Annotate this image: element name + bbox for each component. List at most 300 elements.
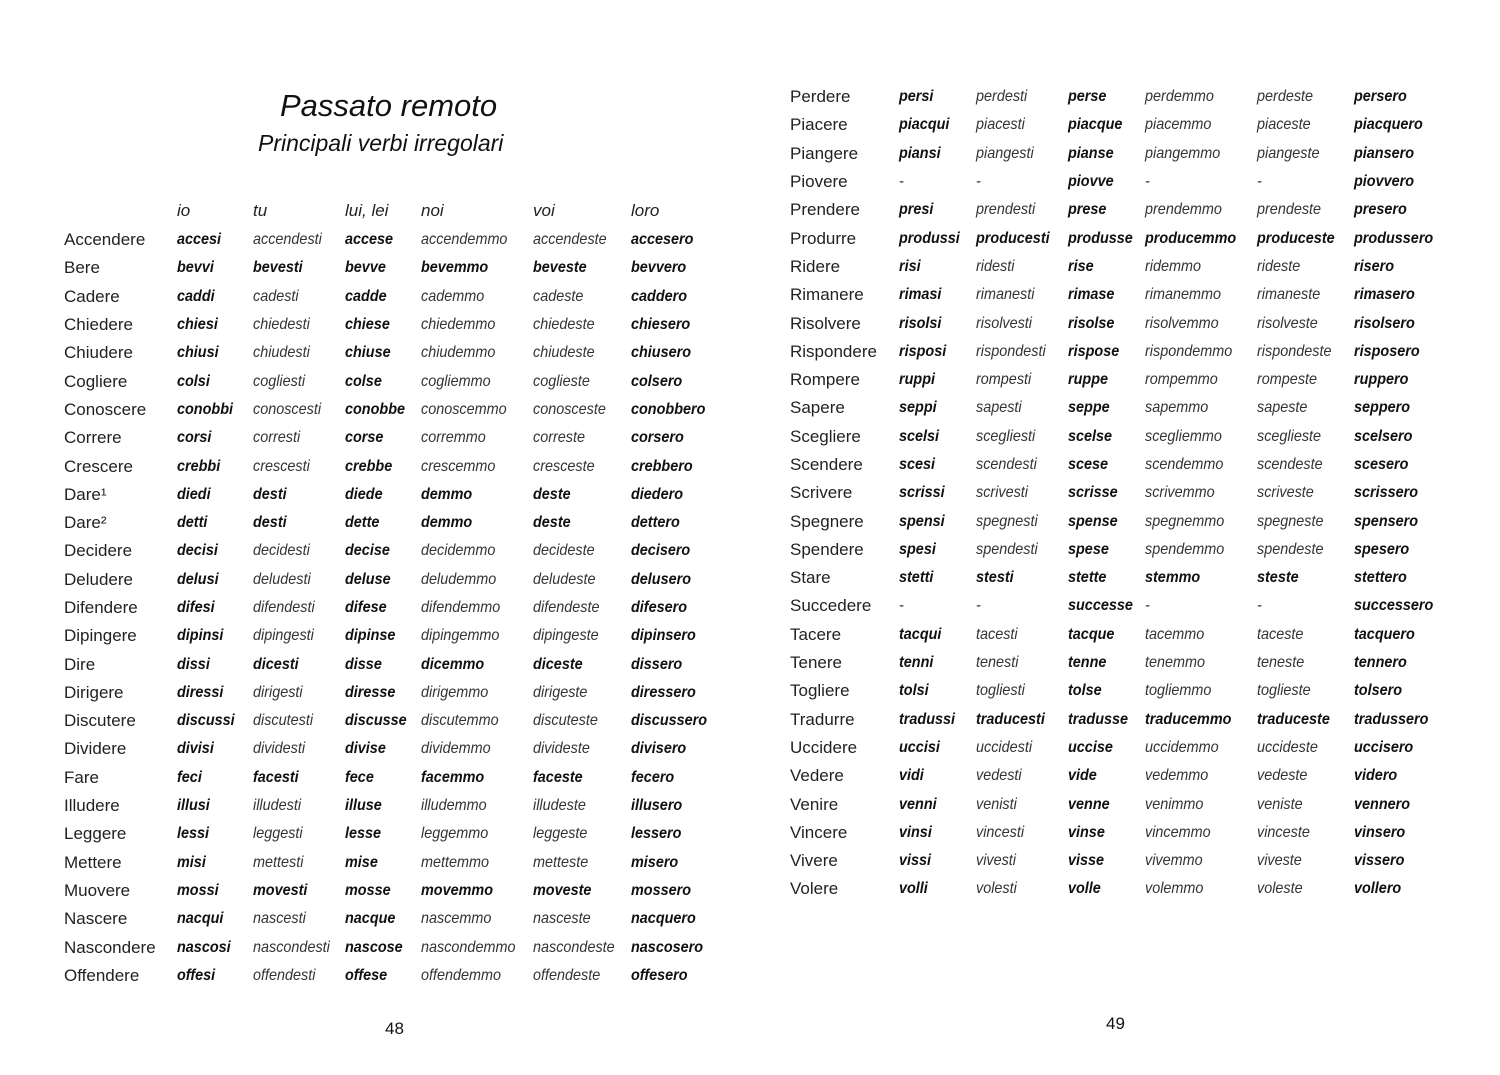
conjugation-cell <box>1257 734 1354 762</box>
conjugation-cell <box>1145 762 1257 790</box>
conjugation-form: cresceste <box>533 457 595 475</box>
conjugation-form: piovve <box>1068 173 1114 191</box>
conjugation-form: diedero <box>631 485 684 503</box>
infinitive-cell <box>64 650 177 678</box>
conjugation-form: uccisi <box>899 738 940 756</box>
conjugation-cell <box>976 790 1068 818</box>
conjugation-cell <box>976 309 1068 337</box>
conjugation-form: diressero <box>631 683 696 701</box>
conjugation-form: ridesti <box>976 257 1015 275</box>
conjugation-cell <box>1068 649 1145 677</box>
infinitive-label: Tacere <box>790 624 842 644</box>
header-loro: loro <box>631 201 660 220</box>
conjugation-form: seppero <box>1354 399 1411 417</box>
conjugation-cell <box>1068 338 1145 366</box>
conjugation-form: corse <box>345 429 384 447</box>
table-row <box>790 168 1449 196</box>
conjugation-form: piacque <box>1068 116 1123 134</box>
conjugation-cell <box>177 849 253 877</box>
conjugation-cell <box>253 509 345 537</box>
table-row <box>64 311 726 339</box>
conjugation-form: vinse <box>1068 823 1105 841</box>
conjugation-cell <box>253 396 345 424</box>
conjugation-cell <box>177 254 253 282</box>
conjugation-cell <box>253 452 345 480</box>
conjugation-form: colsi <box>177 372 210 390</box>
conjugation-cell <box>345 452 421 480</box>
conjugation-cell <box>421 679 533 707</box>
conjugation-form: scriveste <box>1257 484 1314 502</box>
conjugation-form: uccise <box>1068 738 1113 756</box>
infinitive-label: Conoscere <box>64 399 147 419</box>
conjugation-form: sapesti <box>976 399 1022 417</box>
conjugation-form: chiusi <box>177 344 219 362</box>
conjugation-cell <box>533 509 631 537</box>
conjugation-cell <box>533 679 631 707</box>
conjugation-cell <box>1145 847 1257 875</box>
infinitive-label: Correre <box>64 428 122 448</box>
conjugation-form: cadesti <box>253 287 299 305</box>
conjugation-form: stette <box>1068 569 1107 587</box>
conjugation-cell <box>1145 734 1257 762</box>
conjugation-cell <box>533 707 631 735</box>
conjugation-form: scesero <box>1354 456 1409 473</box>
conjugation-form: vennero <box>1354 795 1411 813</box>
conjugation-form: - <box>899 597 904 615</box>
conjugation-form: rideste <box>1257 257 1301 275</box>
conjugation-form: risero <box>1354 257 1395 275</box>
conjugation-form: spesero <box>1354 540 1410 558</box>
conjugation-form: difendesti <box>253 599 315 616</box>
conjugation-form: - <box>1145 173 1150 191</box>
infinitive-cell <box>64 566 177 594</box>
conjugation-form: chiese <box>345 316 390 334</box>
conjugation-cell <box>533 537 631 565</box>
conjugation-form: chiedeste <box>533 316 595 334</box>
conjugation-cell <box>253 764 345 792</box>
conjugation-cell <box>1257 423 1354 451</box>
conjugation-cell <box>533 367 631 395</box>
conjugation-form: bevesti <box>253 259 303 277</box>
conjugation-form: viveste <box>1257 852 1302 870</box>
conjugation-form: conoscemmo <box>421 400 507 418</box>
conjugation-form: scendesti <box>976 456 1037 473</box>
conjugation-form: accendesti <box>253 231 322 249</box>
conjugation-cell <box>421 764 533 792</box>
conjugation-form: risolse <box>1068 314 1115 332</box>
conjugation-cell <box>177 933 253 961</box>
conjugation-form: conobbi <box>177 400 233 418</box>
conjugation-cell <box>631 962 726 990</box>
conjugation-form: divisi <box>177 740 214 758</box>
conjugation-form: prendemmo <box>1145 201 1222 219</box>
conjugation-cell <box>345 764 421 792</box>
conjugation-form: bevve <box>345 259 386 277</box>
conjugation-cell <box>631 905 726 933</box>
conjugation-form: illudeste <box>533 797 586 815</box>
conjugation-form: discutesti <box>253 712 314 730</box>
conjugation-form: scendeste <box>1257 456 1323 473</box>
table-row <box>64 537 726 565</box>
conjugation-cell <box>899 790 976 818</box>
conjugation-form: vidi <box>899 767 924 785</box>
conjugation-form: divise <box>345 740 386 758</box>
table-row <box>64 735 726 763</box>
conjugation-form: tradussero <box>1354 710 1429 728</box>
conjugation-form: mosse <box>345 881 391 899</box>
conjugation-cell <box>976 762 1068 790</box>
conjugation-cell <box>631 283 726 311</box>
conjugation-form: prese <box>1068 201 1107 219</box>
conjugation-form: dissero <box>631 655 683 673</box>
conjugation-cell <box>1068 140 1145 168</box>
conjugation-form: venisti <box>976 795 1017 813</box>
infinitive-cell <box>64 367 177 395</box>
conjugation-cell <box>177 509 253 537</box>
conjugation-form: movesti <box>253 881 308 899</box>
conjugation-cell <box>345 707 421 735</box>
table-row <box>790 196 1449 224</box>
conjugation-cell <box>345 905 421 933</box>
conjugation-form: sapeste <box>1257 399 1308 417</box>
infinitive-label: Succedere <box>790 596 872 616</box>
conjugation-form: divideste <box>533 740 590 758</box>
conjugation-cell <box>899 224 976 252</box>
conjugation-cell <box>177 283 253 311</box>
conjugation-cell <box>421 622 533 650</box>
conjugation-cell <box>1354 875 1449 903</box>
conjugation-cell <box>976 479 1068 507</box>
conjugation-form: risolvemmo <box>1145 314 1219 332</box>
conjugation-cell <box>177 622 253 650</box>
infinitive-label: Illudere <box>64 796 120 816</box>
conjugation-form: conobbe <box>345 400 406 418</box>
infinitive-cell <box>64 933 177 961</box>
infinitive-label: Nascere <box>64 909 128 929</box>
conjugation-form: diresse <box>345 683 396 701</box>
conjugation-form: teneste <box>1257 654 1305 672</box>
conjugation-cell <box>177 650 253 678</box>
table-row <box>790 621 1449 649</box>
conjugation-cell <box>421 849 533 877</box>
conjugation-cell <box>1354 592 1449 620</box>
conjugation-cell <box>1145 394 1257 422</box>
conjugation-form: rimaneste <box>1257 286 1321 304</box>
conjugation-form: vissero <box>1354 852 1405 870</box>
conjugation-cell <box>177 311 253 339</box>
infinitive-cell <box>790 366 899 394</box>
conjugation-cell <box>1257 875 1354 903</box>
conjugation-form: uccidemmo <box>1145 738 1219 756</box>
conjugation-form: vinceste <box>1257 823 1310 841</box>
conjugation-cell <box>976 677 1068 705</box>
infinitive-label: Dividere <box>64 739 127 759</box>
conjugation-cell <box>1354 394 1449 422</box>
infinitive-cell <box>790 196 899 224</box>
conjugation-cell <box>1068 819 1145 847</box>
conjugation-form: decisi <box>177 542 218 560</box>
infinitive-cell <box>790 111 899 139</box>
conjugation-form: piansi <box>899 144 941 162</box>
conjugation-cell <box>1068 168 1145 196</box>
conjugation-form: piansero <box>1354 144 1415 162</box>
conjugation-cell <box>899 762 976 790</box>
conjugation-cell <box>177 764 253 792</box>
table-row <box>64 396 726 424</box>
header-noi: noi <box>421 201 444 220</box>
infinitive-cell <box>790 875 899 903</box>
table-row <box>64 933 726 961</box>
conjugation-cell <box>631 537 726 565</box>
conjugation-cell <box>631 594 726 622</box>
conjugation-cell <box>421 905 533 933</box>
conjugation-cell <box>899 168 976 196</box>
page-number: 48 <box>385 1019 404 1038</box>
conjugation-cell <box>631 509 726 537</box>
conjugation-form: mossi <box>177 881 219 899</box>
conjugation-form: ridemmo <box>1145 257 1202 275</box>
infinitive-cell <box>790 536 899 564</box>
conjugation-cell <box>421 933 533 961</box>
conjugation-cell <box>899 366 976 394</box>
conjugation-cell <box>631 849 726 877</box>
conjugation-form: volemmo <box>1145 880 1204 898</box>
conjugation-cell <box>1068 706 1145 734</box>
conjugation-cell <box>1257 592 1354 620</box>
conjugation-form: dipingesti <box>253 627 314 645</box>
infinitive-label: Rompere <box>790 370 860 390</box>
conjugation-cell <box>253 679 345 707</box>
conjugation-form: metteste <box>533 853 589 871</box>
conjugation-form: spegnemmo <box>1145 512 1225 530</box>
conjugation-form: seppe <box>1068 399 1110 417</box>
conjugation-form: tenne <box>1068 654 1107 672</box>
infinitive-cell <box>790 621 899 649</box>
conjugation-cell <box>899 479 976 507</box>
table-row <box>790 111 1449 139</box>
conjugation-cell <box>421 254 533 282</box>
conjugation-cell <box>976 536 1068 564</box>
conjugation-form: dipinse <box>345 627 396 645</box>
conjugation-form: beveste <box>533 259 587 277</box>
table-row <box>790 83 1449 111</box>
infinitive-label: Dipingere <box>64 626 137 646</box>
conjugation-cell <box>899 706 976 734</box>
conjugation-form: offese <box>345 966 388 984</box>
conjugation-form: leggeste <box>533 825 588 843</box>
conjugation-cell <box>253 481 345 509</box>
conjugation-cell <box>899 423 976 451</box>
conjugation-cell <box>177 226 253 254</box>
infinitive-label: Scegliere <box>790 426 861 446</box>
table-row <box>790 224 1449 252</box>
conjugation-cell <box>253 820 345 848</box>
conjugation-cell <box>345 650 421 678</box>
table-row <box>790 309 1449 337</box>
infinitive-cell <box>790 423 899 451</box>
conjugation-form: seppi <box>899 399 937 417</box>
conjugation-form: nascosi <box>177 938 231 956</box>
conjugation-cell <box>345 424 421 452</box>
conjugation-form: discusse <box>345 712 407 730</box>
conjugation-form: vivemmo <box>1145 852 1203 870</box>
conjugation-cell <box>177 537 253 565</box>
conjugation-form: scelsero <box>1354 427 1413 445</box>
conjugation-form: difesero <box>631 599 688 616</box>
conjugation-cell <box>533 396 631 424</box>
conjugation-cell <box>1145 819 1257 847</box>
conjugation-form: scrivesti <box>976 484 1029 502</box>
conjugation-form: offendesti <box>253 966 316 984</box>
conjugation-cell <box>253 311 345 339</box>
conjugation-cell <box>177 367 253 395</box>
conjugation-form: spensero <box>1354 512 1419 530</box>
conjugation-form: spesi <box>899 540 936 558</box>
conjugation-cell <box>345 849 421 877</box>
conjugation-cell <box>345 679 421 707</box>
infinitive-cell <box>64 877 177 905</box>
table-row <box>64 962 726 990</box>
conjugation-form: delusi <box>177 570 219 588</box>
conjugation-form: dirigemmo <box>421 683 489 701</box>
conjugation-form: corsi <box>177 429 212 447</box>
conjugation-form: voleste <box>1257 880 1303 898</box>
conjugation-cell <box>631 396 726 424</box>
conjugation-cell <box>345 622 421 650</box>
conjugation-form: successero <box>1354 597 1434 615</box>
table-row <box>64 877 726 905</box>
infinitive-label: Rispondere <box>790 341 877 361</box>
conjugation-form: vissi <box>899 852 932 870</box>
infinitive-cell <box>64 311 177 339</box>
conjugation-cell <box>1354 621 1449 649</box>
conjugation-form: tacquero <box>1354 625 1415 643</box>
conjugation-form: accendemmo <box>421 231 508 249</box>
conjugation-form: videro <box>1354 767 1398 785</box>
conjugation-cell <box>899 338 976 366</box>
conjugation-cell <box>1068 875 1145 903</box>
conjugation-cell <box>1354 479 1449 507</box>
conjugation-cell <box>533 339 631 367</box>
conjugation-form: crebbero <box>631 457 693 475</box>
table-row <box>790 479 1449 507</box>
conjugation-form: venni <box>899 795 937 813</box>
conjugation-form: risolsi <box>899 314 942 332</box>
conjugation-cell <box>631 481 726 509</box>
conjugation-form: spegneste <box>1257 512 1324 530</box>
table-row <box>790 790 1449 818</box>
conjugation-cell <box>533 849 631 877</box>
conjugation-form: corsero <box>631 429 684 447</box>
conjugation-cell <box>1257 338 1354 366</box>
conjugation-cell <box>1068 507 1145 535</box>
conjugation-cell <box>1257 451 1354 479</box>
conjugation-form: piacesti <box>976 116 1025 134</box>
infinitive-cell <box>790 819 899 847</box>
conjugation-form: lessero <box>631 825 682 843</box>
conjugation-cell <box>899 281 976 309</box>
infinitive-label: Bere <box>64 258 100 278</box>
conjugation-cell <box>1145 281 1257 309</box>
conjugation-cell <box>421 424 533 452</box>
conjugation-cell <box>899 111 976 139</box>
conjugation-cell <box>1145 366 1257 394</box>
conjugation-cell <box>421 566 533 594</box>
infinitive-cell <box>790 507 899 535</box>
conjugation-cell <box>899 394 976 422</box>
conjugation-form: vinsero <box>1354 823 1406 841</box>
conjugation-cell <box>253 594 345 622</box>
conjugation-cell <box>1145 790 1257 818</box>
conjugation-cell <box>253 367 345 395</box>
conjugation-cell <box>631 707 726 735</box>
conjugation-cell <box>1145 423 1257 451</box>
conjugation-cell <box>899 649 976 677</box>
conjugation-cell <box>177 820 253 848</box>
conjugation-cell <box>976 621 1068 649</box>
conjugation-cell <box>976 394 1068 422</box>
conjugation-cell <box>976 281 1068 309</box>
conjugation-cell <box>1257 507 1354 535</box>
conjugation-form: offendeste <box>533 966 601 984</box>
table-row <box>64 367 726 395</box>
conjugation-form: bevemmo <box>421 259 489 277</box>
table-row <box>790 451 1449 479</box>
infinitive-cell <box>64 283 177 311</box>
conjugation-form: tenni <box>899 654 934 672</box>
conjugation-form: dipingemmo <box>421 627 500 645</box>
table-row <box>790 734 1449 762</box>
conjugation-form: chiesi <box>177 316 218 334</box>
conjugation-form: risposero <box>1354 342 1420 360</box>
infinitive-label: Muovere <box>64 880 131 900</box>
conjugation-form: piacquero <box>1354 116 1423 134</box>
conjugation-cell <box>1257 196 1354 224</box>
conjugation-cell <box>631 764 726 792</box>
conjugation-form: nascondesti <box>253 938 330 956</box>
conjugation-cell <box>533 226 631 254</box>
conjugation-form: leggemmo <box>421 825 489 843</box>
conjugation-cell <box>345 594 421 622</box>
conjugation-form: demmo <box>421 485 473 503</box>
table-row <box>790 706 1449 734</box>
conjugation-cell <box>1354 451 1449 479</box>
conjugation-cell <box>976 196 1068 224</box>
conjugation-cell <box>1354 706 1449 734</box>
conjugation-form: scrisse <box>1068 484 1118 502</box>
conjugation-cell <box>421 962 533 990</box>
table-row <box>790 140 1449 168</box>
conjugation-cell <box>1145 536 1257 564</box>
conjugation-form: deludesti <box>253 570 311 588</box>
table-row <box>64 905 726 933</box>
conjugation-cell <box>1354 281 1449 309</box>
infinitive-cell <box>64 905 177 933</box>
conjugation-cell <box>1354 819 1449 847</box>
conjugation-cell <box>1068 196 1145 224</box>
conjugation-cell <box>177 452 253 480</box>
conjugation-cell <box>177 396 253 424</box>
conjugation-form: dipingeste <box>533 627 599 645</box>
conjugation-form: deluse <box>345 570 391 588</box>
conjugation-form: piovvero <box>1354 173 1415 191</box>
conjugation-cell <box>533 820 631 848</box>
conjugation-form: tradussi <box>899 710 956 728</box>
conjugation-form: rimanemmo <box>1145 286 1222 304</box>
infinitive-cell <box>64 537 177 565</box>
conjugation-cell <box>1354 83 1449 111</box>
conjugation-form: bevvero <box>631 259 687 277</box>
